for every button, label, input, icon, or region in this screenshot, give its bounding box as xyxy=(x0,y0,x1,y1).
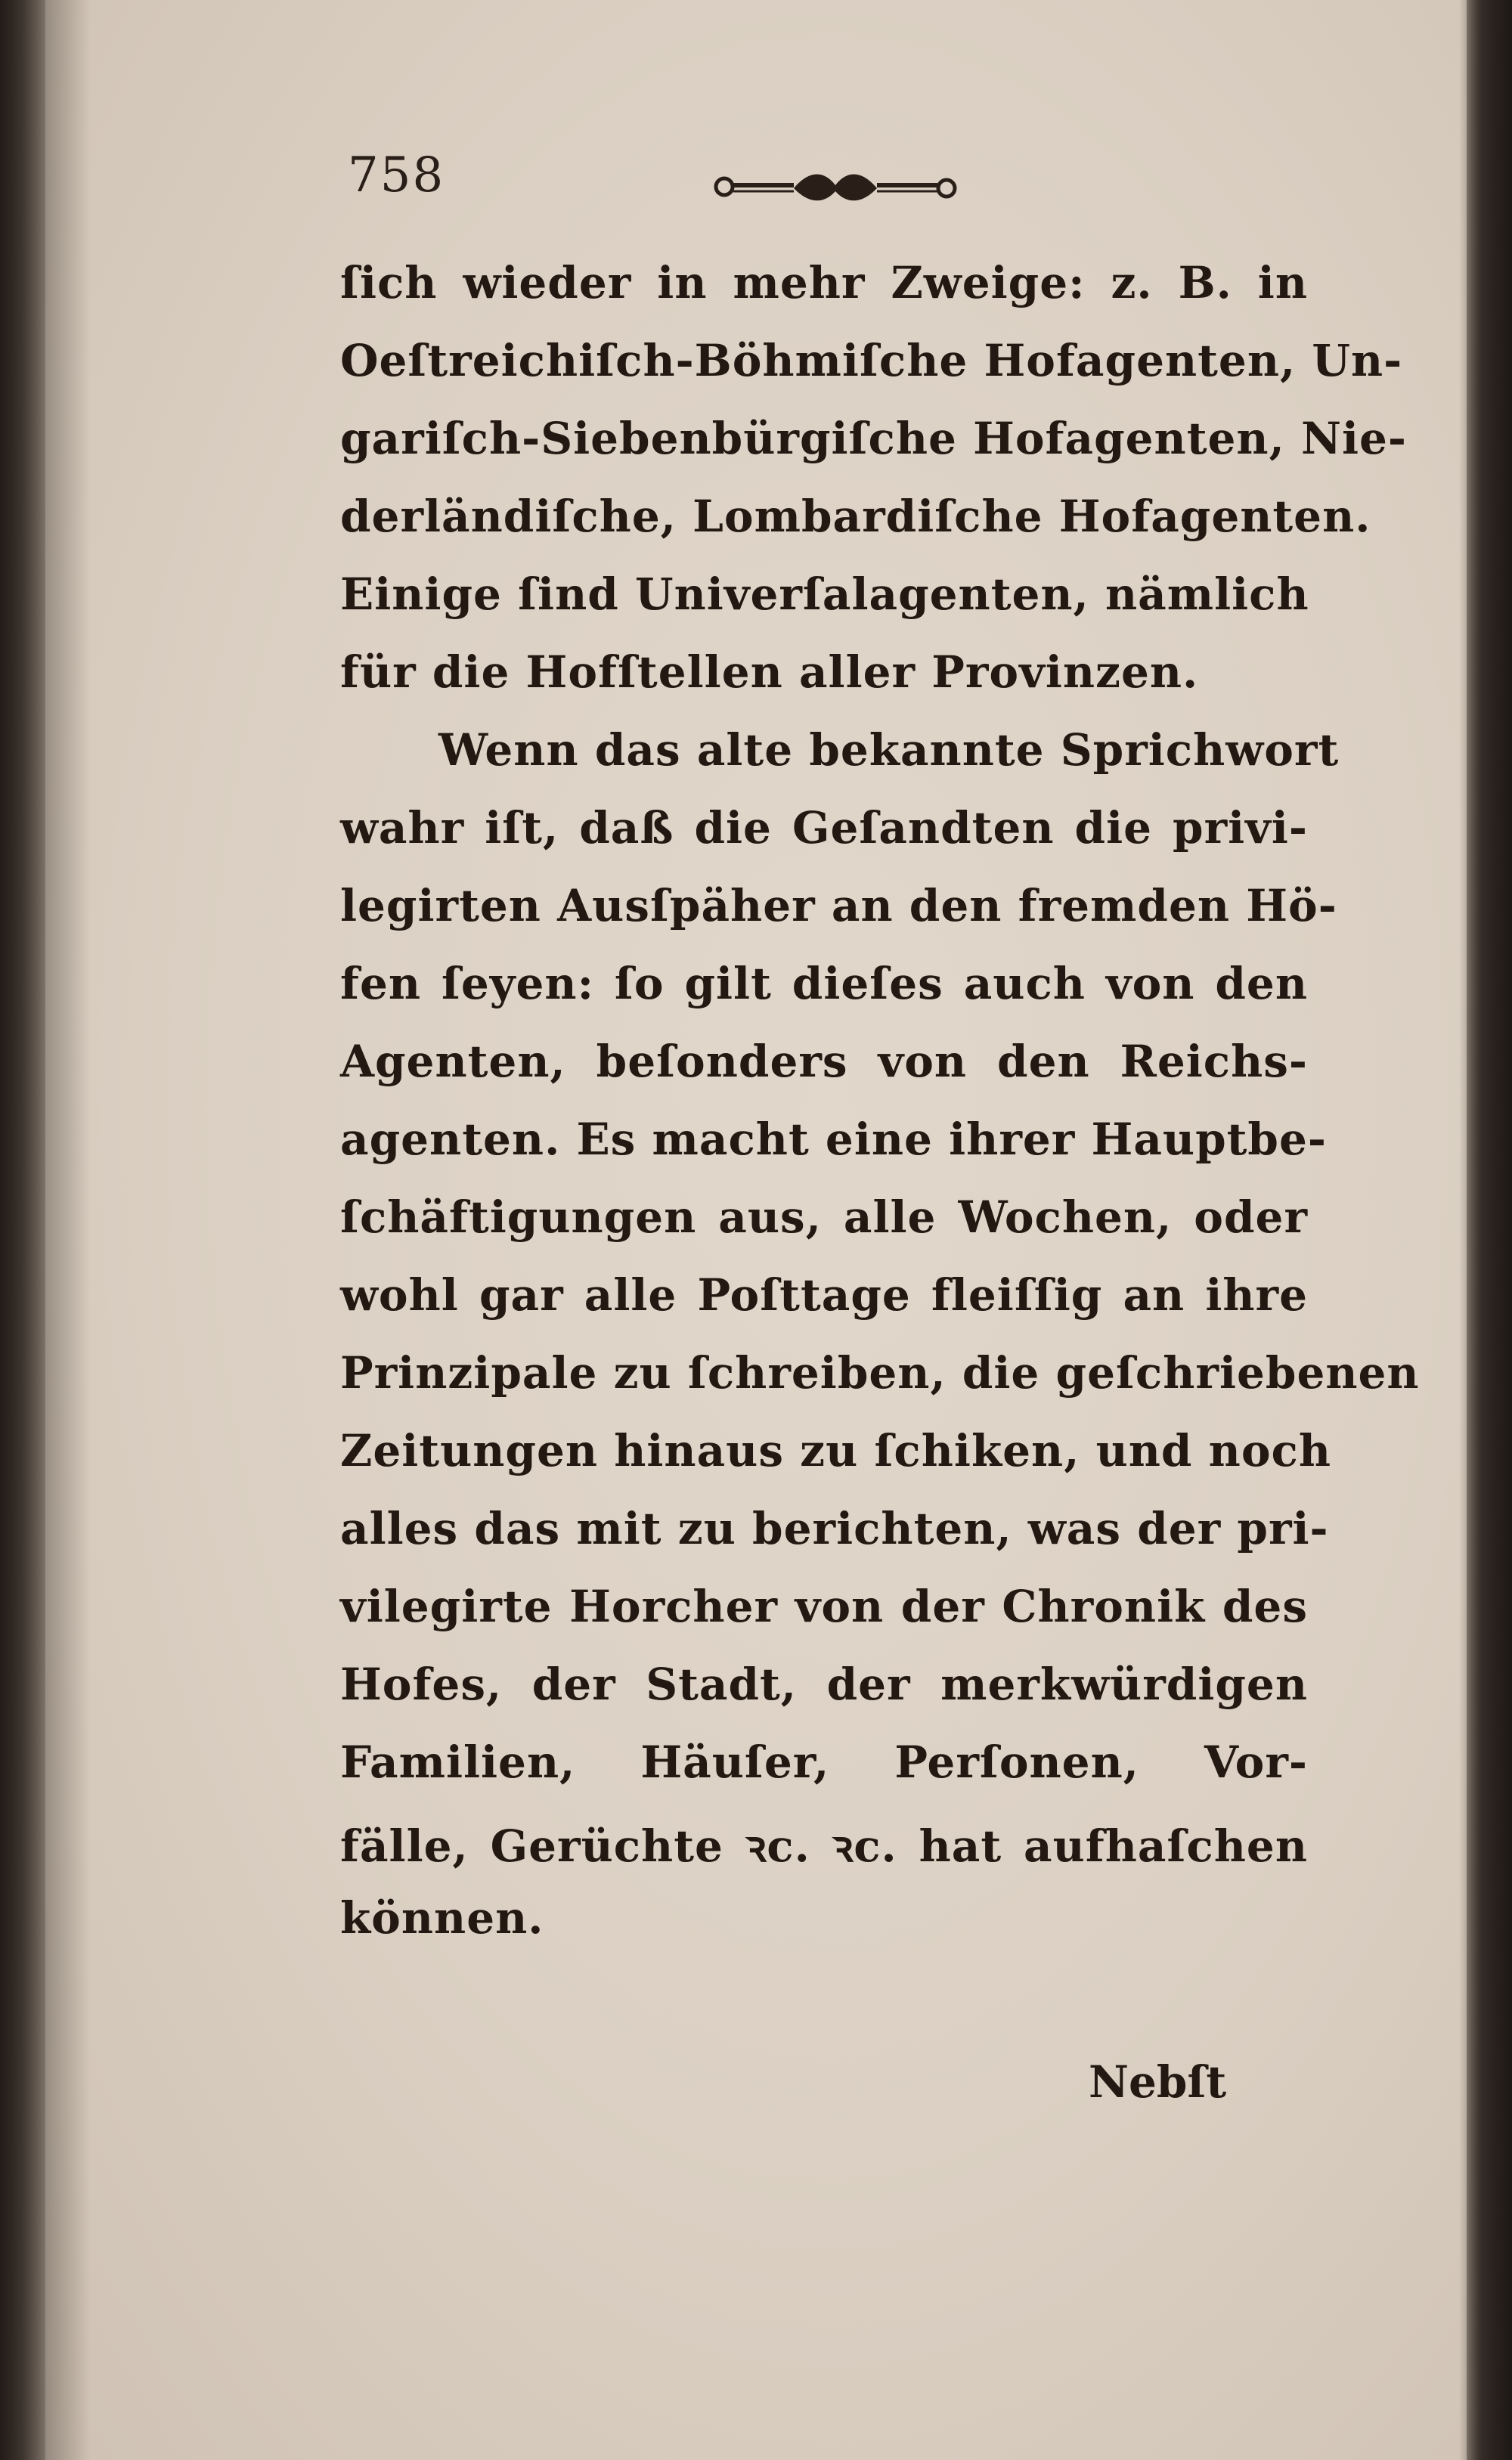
text-line: vilegirte Horcher von der Chronik des xyxy=(340,1581,1308,1632)
text-line: wohl gar alle Poſttage fleiſſig an ihre xyxy=(340,1269,1308,1321)
page-number: 758 xyxy=(348,147,445,203)
text-line: alles das mit zu berichten, was der pri- xyxy=(340,1503,1329,1554)
text-line: Zeitungen hinaus zu ſchiken, und noch xyxy=(340,1425,1332,1476)
text-line: Wenn das alte bekannte Sprichwort xyxy=(438,724,1340,776)
binding-shadow-right xyxy=(1459,0,1512,2460)
catchword: Nebſt xyxy=(1089,2056,1227,2108)
text-line: derländiſche, Lombardiſche Hofagenten. xyxy=(340,491,1371,542)
text-line: Familien, Häuſer, Perſonen, Vor- xyxy=(340,1737,1308,1788)
text-line: Prinzipale zu ſchreiben, die geſchriebenen xyxy=(340,1347,1420,1399)
text-line: gariſch-Siebenbürgiſche Hofagenten, Nie- xyxy=(340,413,1407,464)
decorative-rule-ornament-icon xyxy=(711,163,960,208)
text-line: Agenten, beſonders von den Reichs- xyxy=(340,1036,1308,1087)
text-line: ſchäftigungen aus, alle Wochen, oder xyxy=(340,1191,1308,1243)
text-line: für die Hofſtellen aller Provinzen. xyxy=(340,646,1199,698)
text-line: ſich wieder in mehr Zweige: z. B. in xyxy=(340,257,1308,308)
text-line: legirten Ausſpäher an den fremden Hö- xyxy=(340,880,1337,931)
text-line: fälle, Gerüchte ꝛc. ꝛc. hat aufhaſchen xyxy=(340,1820,1308,1872)
text-line: fen ſeyen: ſo gilt dieſes auch von den xyxy=(340,958,1308,1009)
text-line: wahr iſt, daß die Geſandten die privi- xyxy=(340,802,1308,854)
text-line: Einige ſind Univerſalagenten, nämlich xyxy=(340,569,1309,620)
binding-shadow-left xyxy=(0,0,91,2460)
text-line: können. xyxy=(340,1892,544,1944)
text-line: Oeſtreichiſch-Böhmiſche Hofagenten, Un- xyxy=(340,335,1403,386)
text-line: agenten. Es macht eine ihrer Hauptbe- xyxy=(340,1114,1327,1165)
text-line: Hofes, der Stadt, der merkwürdigen xyxy=(340,1659,1308,1710)
